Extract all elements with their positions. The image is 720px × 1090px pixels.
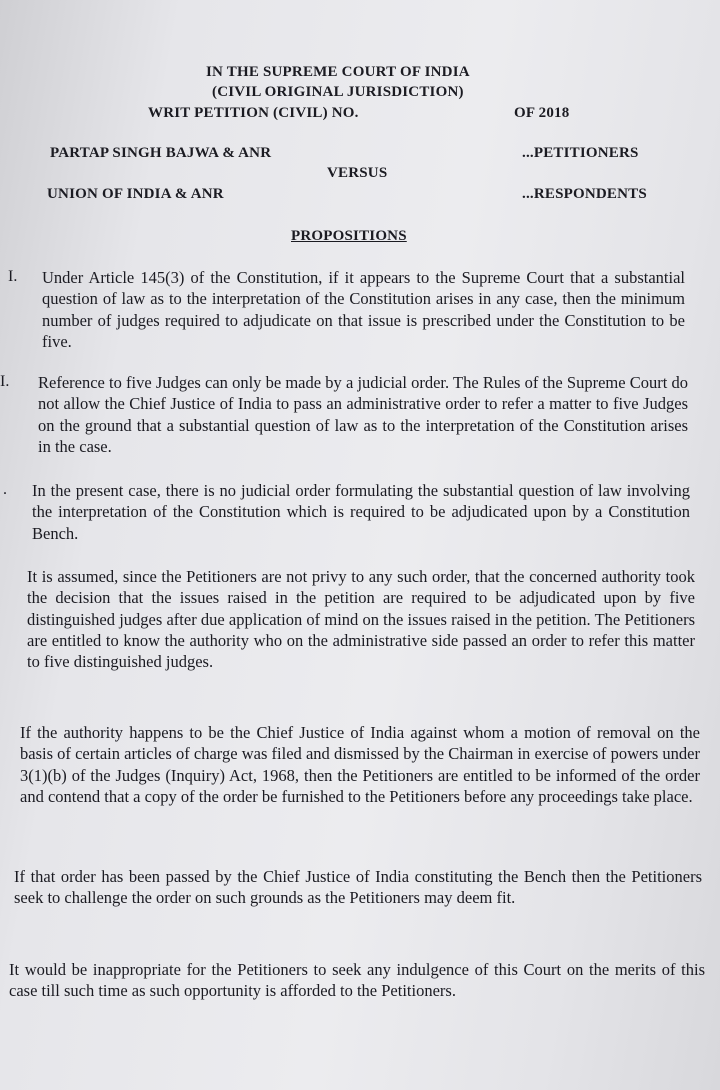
respondent-name: UNION OF INDIA & ANR — [47, 186, 224, 202]
document-title: PROPOSITIONS — [291, 228, 407, 244]
proposition-number: I. — [0, 373, 10, 390]
jurisdiction-heading: (CIVIL ORIGINAL JURISDICTION) — [212, 84, 464, 100]
writ-petition-number: WRIT PETITION (CIVIL) NO. — [148, 105, 359, 121]
proposition-paragraph: If the authority happens to be the Chief Justice of India against whom a motion of removal on the basis of certain articles of charge was filed and dismissed by the Chairman in exercise of powers under 3(1)(b) of the Judges (Inquiry) Act, 1968, then the Petitioners are entitled to be informed of the order and contend that a copy of the order be furnished to the Petitioners before any proceedings take place. — [20, 723, 700, 806]
proposition-number: . — [3, 481, 7, 498]
court-heading: IN THE SUPREME COURT OF INDIA — [206, 64, 470, 80]
proposition-number: I. — [8, 268, 18, 285]
proposition-paragraph: It is assumed, since the Petitioners are not privy to any such order, that the concerned authority took the decision that the issues raised in the petition are required to be adjudicated upon by five distinguished judges after due application of mind on the issues raised in the petition. The Petitioners are entitled to know the authority who on the administrative side passed an order to refer this matter to five distinguished judges. — [27, 567, 695, 672]
proposition-paragraph: Under Article 145(3) of the Constitution, if it appears to the Supreme Court that a substantial question of law as to the interpretation of the Constitution arises in any case, then the minimum number of judges required to adjudicate on that issue is prescribed under the Constitution to be five. — [42, 268, 685, 351]
petitioner-role: ...PETITIONERS — [522, 145, 639, 161]
writ-petition-year: OF 2018 — [514, 105, 570, 121]
proposition-paragraph: It would be inappropriate for the Petitioners to seek any indulgence of this Court on the merits of this case till such time as such opportunity is afforded to the Petitioners. — [9, 960, 705, 1001]
proposition-paragraph: In the present case, there is no judicial order formulating the substantial question of law involving the interpretation of the Constitution which is required to be adjudicated upon by a Constitution Bench. — [32, 481, 690, 543]
versus-label: VERSUS — [327, 165, 388, 181]
proposition-paragraph: If that order has been passed by the Chief Justice of India constituting the Bench then the Petitioners seek to challenge the order on such grounds as the Petitioners may deem fit. — [14, 867, 702, 908]
petitioner-name: PARTAP SINGH BAJWA & ANR — [50, 145, 272, 161]
respondent-role: ...RESPONDENTS — [522, 186, 647, 202]
proposition-paragraph: Reference to five Judges can only be made by a judicial order. The Rules of the Supreme Court do not allow the Chief Justice of India to pass an administrative order to refer a matter to five Judges on the ground that a substantial question of law as to the interpretation of the Constitution arises in the case. — [38, 373, 688, 456]
